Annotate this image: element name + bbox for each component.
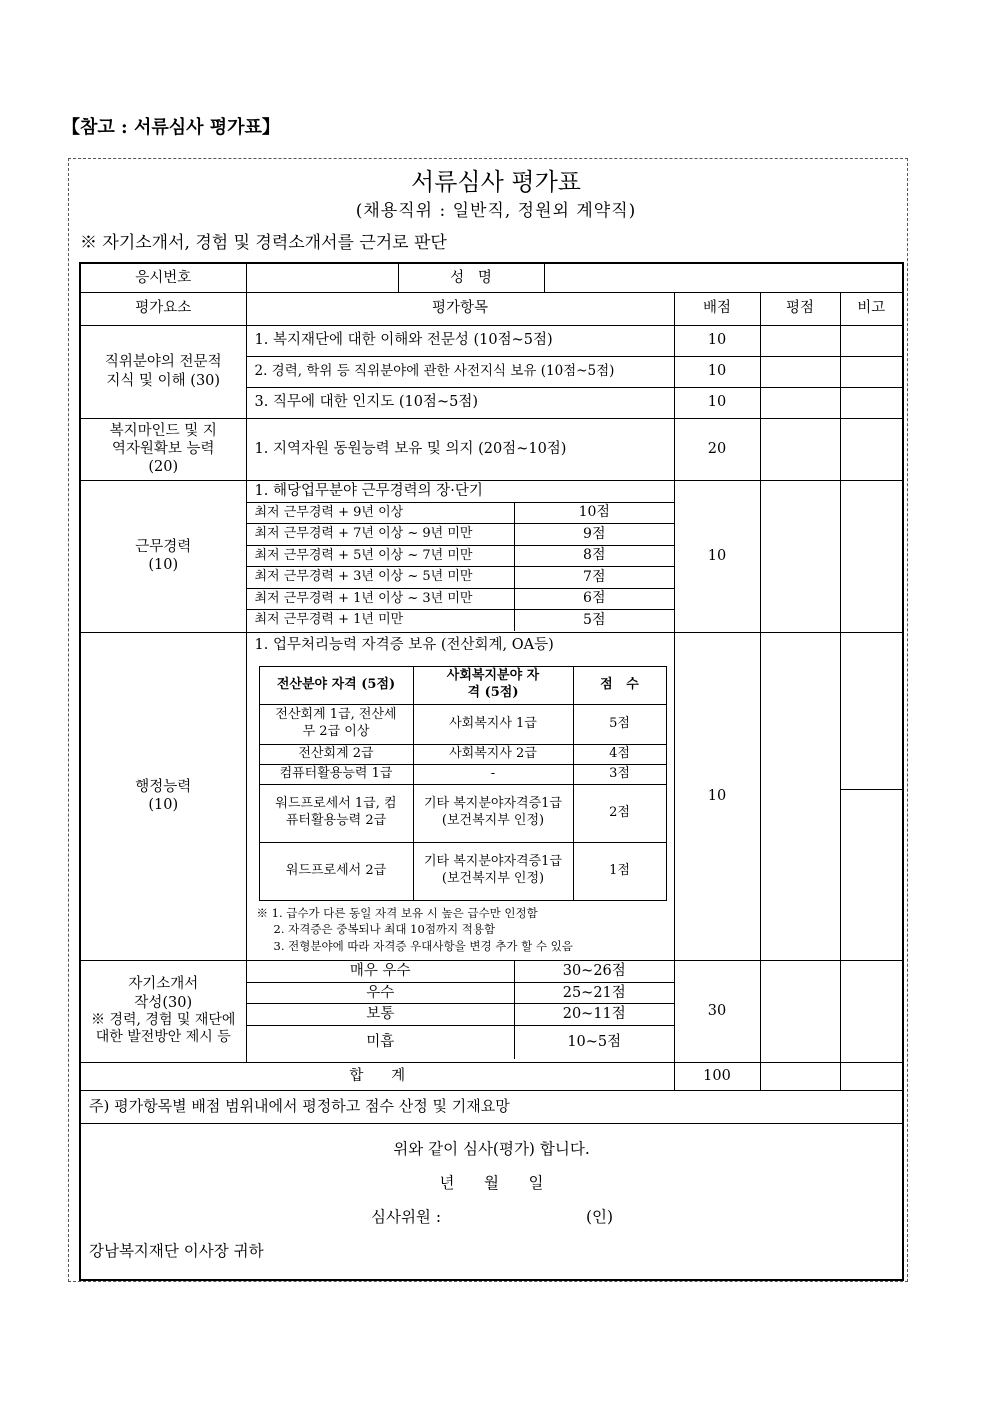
sec2-label: 복지마인드 및 지역자원확보 능력 (20) <box>80 418 246 480</box>
signature-section <box>80 1123 903 1280</box>
table-row <box>259 764 666 784</box>
sec1-score-1[interactable] <box>760 325 840 356</box>
qual-score: 4점 <box>573 744 666 764</box>
grade-point: 10~5점 <box>567 1034 622 1051</box>
qual-it: 전산회계 1급, 전산세무 2급 이상 <box>259 704 413 744</box>
table-row <box>247 567 674 589</box>
seal-mark: (인) <box>586 1207 614 1226</box>
qual-score: 5점 <box>573 704 666 744</box>
sec2-item: 1. 지역자원 동원능력 보유 및 의지 (20점~10점) <box>246 418 674 480</box>
qualification-table <box>259 666 667 901</box>
table-row <box>247 1004 674 1026</box>
sec1-allot-3: 10 <box>674 387 760 418</box>
career-table <box>247 481 674 632</box>
total-label: 합 계 <box>80 1062 674 1090</box>
qual-welfare: - <box>413 764 573 784</box>
qual-it: 전산회계 2급 <box>259 744 413 764</box>
sec3-remark[interactable] <box>840 480 903 632</box>
footnote-2: 2. 자격증은 중복되나 최대 10점까지 적용함 <box>273 922 496 937</box>
career-point: 10점 <box>515 502 674 524</box>
examiner-label: 심사위원 : <box>371 1207 442 1226</box>
grade-point: 20~11점 <box>515 1004 674 1026</box>
sec5-remark[interactable] <box>840 960 903 1062</box>
sec3-score[interactable] <box>760 480 840 632</box>
career-point: 8점 <box>515 545 674 567</box>
qual-it: 워드프로세서 1급, 컴퓨터활용능력 2급 <box>259 784 413 842</box>
col-score: 평점 <box>760 292 840 325</box>
document-subtitle: (채용직위 : 일반직, 정원외 계약직) <box>355 201 637 221</box>
career-range: 최저 근무경력 + 9년 이상 <box>247 502 515 524</box>
career-range: 최저 근무경력 + 1년 미만 <box>247 610 515 632</box>
table-row <box>247 1025 674 1059</box>
table-row <box>259 704 666 744</box>
sec2-score[interactable] <box>760 418 840 480</box>
sec3-head: 1. 해당업무분야 근무경력의 장·단기 <box>247 481 674 503</box>
sec1-allot-2: 10 <box>674 356 760 387</box>
table-row <box>259 842 666 900</box>
sec1-remark-3[interactable] <box>840 387 903 418</box>
qual-welfare: 사회복지사 1급 <box>413 704 573 744</box>
total-remark[interactable] <box>840 1062 903 1090</box>
grade-label: 매우 우수 <box>247 961 515 983</box>
sec1-allot-1: 10 <box>674 325 760 356</box>
qual-col-score: 점 수 <box>573 666 666 704</box>
sec5-label <box>80 960 246 1062</box>
sec3-label: 근무경력 (10) <box>80 480 246 632</box>
qual-score: 1점 <box>573 842 666 900</box>
col-allot: 배점 <box>674 292 760 325</box>
sec5-allot: 30 <box>674 960 760 1062</box>
essay-grade-table <box>247 961 674 1060</box>
table-row <box>247 502 674 524</box>
sec4-allot: 10 <box>674 632 760 960</box>
sec4-score[interactable] <box>760 632 840 960</box>
career-point: 5점 <box>583 611 606 628</box>
qual-it: 컴퓨터활용능력 1급 <box>259 764 413 784</box>
qual-col-it: 전산분야 자격 (5점) <box>259 666 413 704</box>
sec5-label-2: 작성(30) <box>134 994 193 1011</box>
sec1-item-1: 1. 복지재단에 대한 이해와 전문성 (10점~5점) <box>246 325 674 356</box>
qual-welfare: 기타 복지분야자격증1급 (보건복지부 인정) <box>413 784 573 842</box>
exam-no-label: 응시번호 <box>80 263 246 292</box>
sec5-score[interactable] <box>760 960 840 1062</box>
qual-col-welfare: 사회복지분야 자격 (5점) <box>413 666 573 704</box>
sec5-label-3: ※ 경력, 경험 및 재단에 대한 발전방안 제시 등 <box>91 1011 236 1046</box>
qual-welfare: 기타 복지분야자격증1급 (보건복지부 인정) <box>413 842 573 900</box>
sec5-detail <box>246 960 674 1062</box>
col-remark: 비고 <box>840 292 903 325</box>
sec4-detail <box>246 632 674 960</box>
sec1-item-3: 3. 직무에 대한 인지도 (10점~5점) <box>246 387 674 418</box>
sec1-remark-2[interactable] <box>840 356 903 387</box>
sec1-remark-1[interactable] <box>840 325 903 356</box>
qual-it: 워드프로세서 2급 <box>259 842 413 900</box>
table-row <box>247 545 674 567</box>
sec2-remark[interactable] <box>840 418 903 480</box>
qual-welfare: 사회복지사 2급 <box>413 744 573 764</box>
reference-title: 【참고 : 서류심사 평가표】 <box>62 117 280 138</box>
career-range: 최저 근무경력 + 7년 이상 ~ 9년 미만 <box>247 524 515 546</box>
name-field[interactable] <box>544 263 903 292</box>
recipient: 강남복지재단 이사장 귀하 <box>89 1241 264 1260</box>
grade-label: 미흡 <box>247 1025 515 1059</box>
scoring-footnote: 주) 평가항목별 배점 범위내에서 평정하고 점수 산정 및 기재요망 <box>80 1090 903 1123</box>
evaluation-table <box>79 262 904 1281</box>
document-title: 서류심사 평가표 <box>411 168 581 196</box>
col-element: 평가요소 <box>80 292 246 325</box>
career-range: 최저 근무경력 + 3년 이상 ~ 5년 미만 <box>247 567 515 589</box>
grade-point: 25~21점 <box>515 982 674 1004</box>
table-row <box>247 961 674 983</box>
table-row <box>247 524 674 546</box>
qual-score: 3점 <box>573 764 666 784</box>
total-score[interactable] <box>760 1062 840 1090</box>
review-statement: 위와 같이 심사(평가) 합니다. <box>393 1139 590 1158</box>
footnote-1: ※ 1. 급수가 다른 동일 자격 보유 시 높은 급수만 인정함 <box>256 905 538 920</box>
table-row <box>247 982 674 1004</box>
sec1-item-2: 2. 경력, 학위 등 직위분야에 관한 사전지식 보유 (10점~5점) <box>246 356 674 387</box>
sec1-label: 직위분야의 전문적 지식 및 이해 (30) <box>80 325 246 418</box>
date-line: 년 월 일 <box>439 1173 544 1192</box>
grade-label: 보통 <box>247 1004 515 1026</box>
total-allot: 100 <box>674 1062 760 1090</box>
col-item: 평가항목 <box>246 292 674 325</box>
sec3-detail <box>246 480 674 632</box>
exam-no-field[interactable] <box>246 263 398 292</box>
career-point: 6점 <box>515 588 674 610</box>
qual-score: 2점 <box>573 784 666 842</box>
grade-point: 30~26점 <box>515 961 674 983</box>
table-row <box>247 588 674 610</box>
sec1-score-3[interactable] <box>760 387 840 418</box>
sec4-head: 1. 업무처리능력 자격증 보유 (전산회계, OA등) <box>254 636 554 653</box>
sec1-score-2[interactable] <box>760 356 840 387</box>
sec4-label: 행정능력 (10) <box>80 632 246 960</box>
sec2-allot: 20 <box>674 418 760 480</box>
career-range: 최저 근무경력 + 5년 이상 ~ 7년 미만 <box>247 545 515 567</box>
footnote-3: 3. 전형분야에 따라 자격증 우대사항을 변경 추가 할 수 있음 <box>273 938 573 953</box>
name-label: 성 명 <box>398 263 544 292</box>
sec4-remark[interactable] <box>840 632 903 960</box>
table-row <box>259 744 666 764</box>
table-row <box>247 610 674 632</box>
sec5-label-1: 자기소개서 <box>128 976 199 993</box>
qualification-footnotes <box>247 901 674 955</box>
career-point: 7점 <box>515 567 674 589</box>
grade-label: 우수 <box>247 982 515 1004</box>
evaluation-basis-note: ※ 자기소개서, 경험 및 경력소개서를 근거로 판단 <box>80 233 447 253</box>
career-point: 9점 <box>515 524 674 546</box>
sec3-allot: 10 <box>674 480 760 632</box>
career-range: 최저 근무경력 + 1년 이상 ~ 3년 미만 <box>247 588 515 610</box>
table-row <box>259 784 666 842</box>
